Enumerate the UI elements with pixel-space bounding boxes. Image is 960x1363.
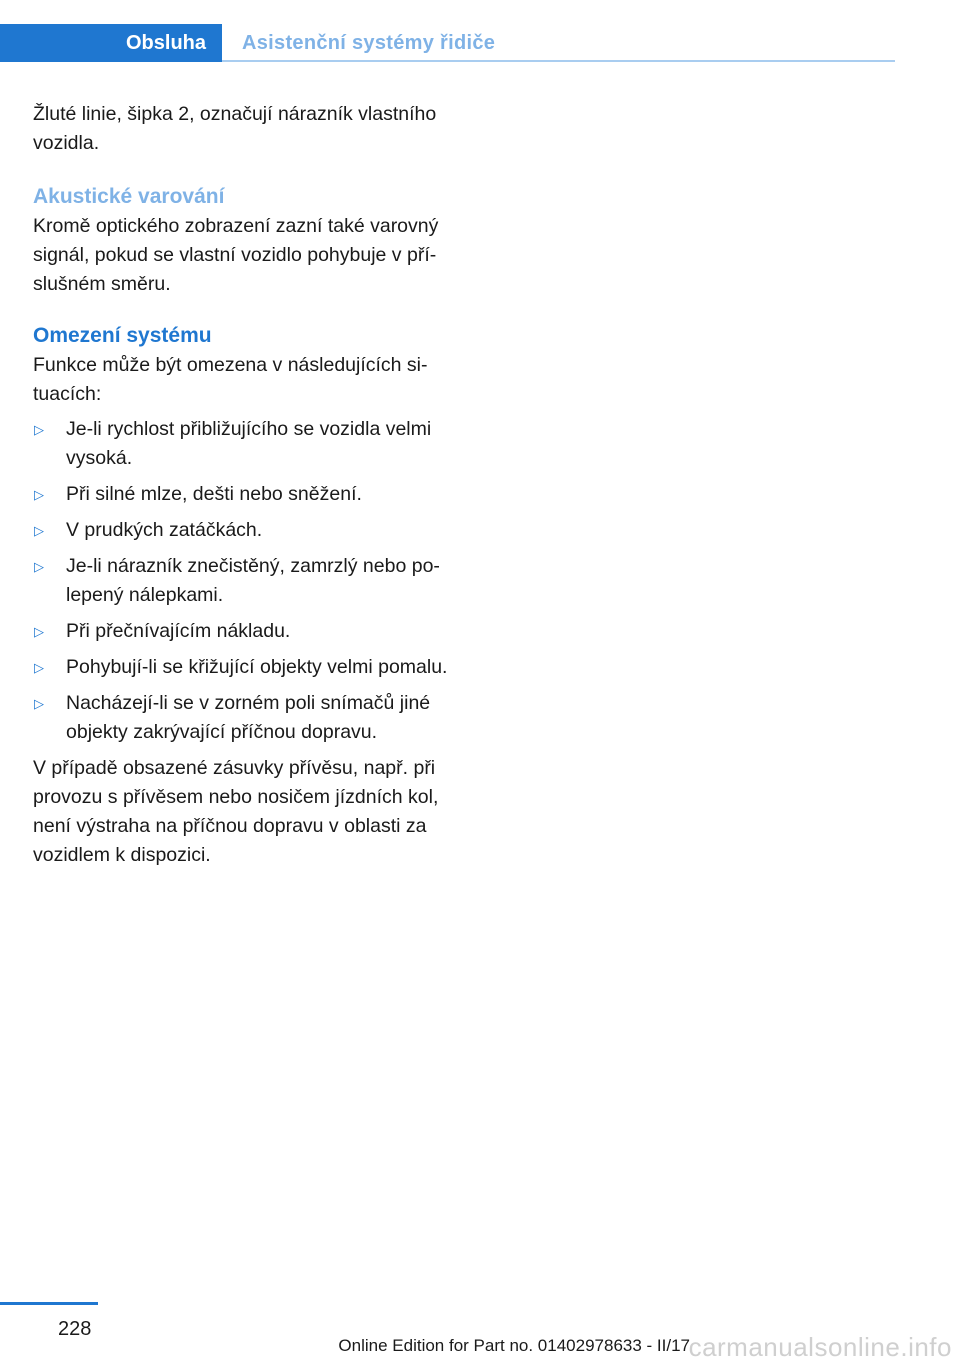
- triangle-bullet-icon: ▷: [34, 624, 44, 639]
- list-item-text: Je-li nárazník znečistěný, zamrzlý nebo polepený nálepkami.: [66, 555, 440, 606]
- system-limits-heading: Omezení systému: [33, 324, 212, 347]
- system-limits-list: [33, 415, 453, 747]
- triangle-bullet-icon: ▷: [34, 696, 44, 711]
- list-item-text: Při přečnívajícím nákladu.: [66, 620, 291, 642]
- triangle-bullet-icon: ▷: [34, 422, 44, 437]
- list-item-text: Pohybují-li se křižující objekty velmi pomalu.: [66, 656, 448, 678]
- triangle-bullet-icon: ▷: [34, 559, 44, 574]
- list-item-text: Nacházejí-li se v zorném poli snímačů jiné objekty zakrývající příčnou dopravu.: [66, 692, 431, 743]
- watermark: carmanualsonline.info: [688, 1332, 952, 1362]
- triangle-bullet-icon: ▷: [34, 660, 44, 675]
- list-item-text: V prudkých zatáčkách.: [66, 519, 263, 541]
- closing-paragraph: V případě obsazené zásuvky přívěsu, např. při provozu s přívěsem nebo nosičem jízdních kol, není výstraha na příčnou dopravu v oblasti za vozidlem k dispozici.: [33, 757, 439, 866]
- list-item: [33, 689, 453, 747]
- edition-note: Online Edition for Part no. 01402978633 - II/17: [338, 1336, 690, 1355]
- triangle-bullet-icon: ▷: [34, 487, 44, 502]
- list-item-text: Při silné mlze, dešti nebo sněžení.: [66, 483, 362, 505]
- list-item: [33, 617, 453, 646]
- header-divider: [222, 60, 895, 62]
- list-item: [33, 552, 453, 610]
- chapter-tab: Asistenční systémy řidiče: [242, 31, 496, 54]
- list-item: [33, 480, 453, 509]
- acoustic-warning-paragraph: Kromě optického zobrazení zazní také varovný signál, pokud se vlastní vozidlo pohybuje v příslušném směru.: [33, 215, 439, 295]
- list-item: [33, 415, 453, 473]
- footer-divider: [0, 1302, 98, 1305]
- page-number: 228: [58, 1318, 92, 1340]
- page-header: [0, 24, 895, 62]
- triangle-bullet-icon: ▷: [34, 523, 44, 538]
- system-limits-intro: Funkce může být omezena v následujících situacích:: [33, 354, 428, 405]
- section-tab: Obsluha: [0, 24, 222, 62]
- list-item: [33, 653, 453, 682]
- list-item-text: Je-li rychlost přibližujícího se vozidla velmi vysoká.: [66, 418, 432, 469]
- list-item: [33, 516, 453, 545]
- intro-paragraph: Žluté linie, šipka 2, označují nárazník vlastního vozidla.: [33, 103, 437, 154]
- page-content: [33, 100, 453, 870]
- acoustic-warning-heading: Akustické varování: [33, 185, 225, 208]
